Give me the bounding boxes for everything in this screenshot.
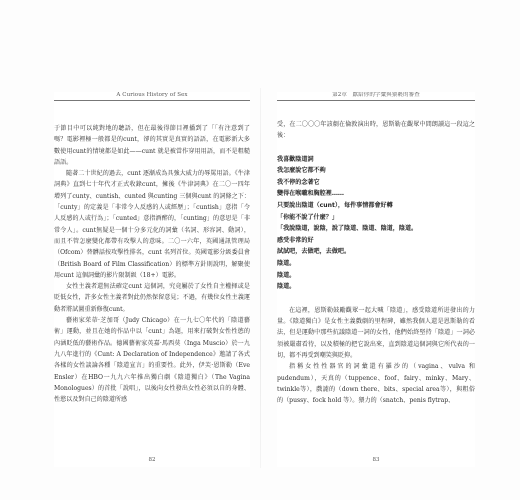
- monologue-line: 我不停的念著它: [277, 178, 320, 186]
- right-page: [277, 92, 475, 467]
- monologue-line: 「我說陰道，說陰，說了陰道、陰道、陰道，陰道。: [277, 225, 418, 233]
- monologue-line: 只要說出陰道（cunt），每件事情都會好轉: [277, 201, 393, 209]
- page-number-left: 82: [148, 457, 156, 463]
- monologue-line: 感受非常的好: [277, 236, 314, 244]
- paragraph: 隨著二十世紀的過去，cunt 逐漸成為具強大威力的辱罵用語。《牛津詞典》直到七十年代才正式收錄cunt，擁後《牛津詞典》在二〇一四年增列了cunty、cuntish、cunted 與cunting 三個與cunt 的詞條之下：「cunty」的定義是「非常令人反感的人或經歷」；「cuntish」意指「令人反感的人或行為」；「cunted」意指酒醉的，「cunting」的意思是「非常令人」。cunt無疑是一個十分多元化的詞彙（名詞、形容詞、動詞），而且不管怎麼變化都帶有攻擊人的意味。二〇一六年，英國通訊管理局（Ofcom）替髒話按攻擊性排名，cunt 名列首位。英國電影分級委員會（British Board of Film Classification）的標準方針則說明，解聚使用cunt 這個詞彙的影片限制級（18+）電影。: [54, 170, 250, 279]
- running-head-right: 第2章 獻給你的字彙與猥褻的審查: [277, 92, 475, 101]
- paragraph: 女性主義者還無法確定cunt 這個詞，究竟屬於了女性自主權揮或是貶低女性，許多女性主義者對此仍然保留意見；不過，有幾位女性主義運動者將試圖重新修復cunt。: [54, 283, 250, 313]
- paragraph: 于節目中可以純對地的聽語，但在最後得節目裡播到了「「有注意到了嗎？電影裡極一般都是的cunt，卻的其實是真實的語語，在電影新大多數使用cunt的情境都是如此——cunt 就是被當作穿用用語，而不是粗糙語語。: [54, 125, 250, 166]
- right-page-body: [277, 119, 475, 406]
- paragraph: 藝術家茱蒂·芝加哥（Judy Chicago）在一九七〇年代的「陰道藝術」運動，並且在她的作品中以「cunt」為題，用來打破對女性性慾的內涵貶低的藝術作品。德國藝術家英嘉·馬西莫（Inga Muscio）於一九九八年進行的《Cunt: A Declaration of Independence》邀請了各式各樣的女性談論各種「陰道宣言」的重要性。此外，伊芙·恩斯勒（Eve Ensler）在HBO一九九六年推出獨白劇《陰道獨白》（The Vagina Monologues）的首批「說唱」，以後向女性發出女性必須以自的身體、性慾以及對自己的陰道所感: [54, 317, 250, 404]
- quoted-monologue: [277, 154, 475, 293]
- monologue-line: 陰道。: [277, 259, 296, 267]
- paragraph: 指稱女性性器官的詞彙還有羅沙的（vagina、vulva 和pudendum），天真的（tuppence、foof、fairy、minky、Mary、twinkle等），戲謔的（down there、bits、special area等），與粗俗的（pussy、fock hold 等）。猥力的（snatch、penis flytrap、: [277, 363, 475, 405]
- monologue-line: 「你能不說了什麼？」: [277, 213, 338, 221]
- monologue-line: 試試吧，去做吧，去做吧。: [277, 248, 351, 256]
- monologue-line: 陰道。: [277, 271, 296, 279]
- monologue-line: 我喜歡陰道詞: [277, 155, 314, 163]
- monologue-line: 變得在喉嚨和胸腔裡……: [277, 190, 345, 198]
- monologue-line: 我怎麼說它都不夠: [277, 167, 326, 175]
- running-head-left: A Curious History of Sex: [54, 92, 250, 101]
- paragraph: 受，在二〇〇〇年該劇在倫敦演出時，恩斯勒在觀眾中間朗讀這一段這之後：: [277, 121, 475, 140]
- left-page-body: [54, 123, 250, 405]
- left-page: [54, 92, 250, 467]
- monologue-line: 陰道。: [277, 283, 296, 291]
- book-gutter: [260, 88, 261, 468]
- paragraph: 在這裡，恩斯勒鼓勵觀眾一起大喊「陰道」，感受陰道所迸發出的力量。《陰道獨白》是女性主義戲劇的里程碑，雖然我個人還是恩斯勒的看法，但是運動中那些抗議陰道一詞的女性，他們始終堅持「陰道」一詞必須被嚴肅看待，以及積極的把它說出來，直到陰道這個詞與它所代表的一切，都不再受到嘲笑與貶抑。: [277, 306, 475, 359]
- page-number-right: 83: [372, 457, 380, 463]
